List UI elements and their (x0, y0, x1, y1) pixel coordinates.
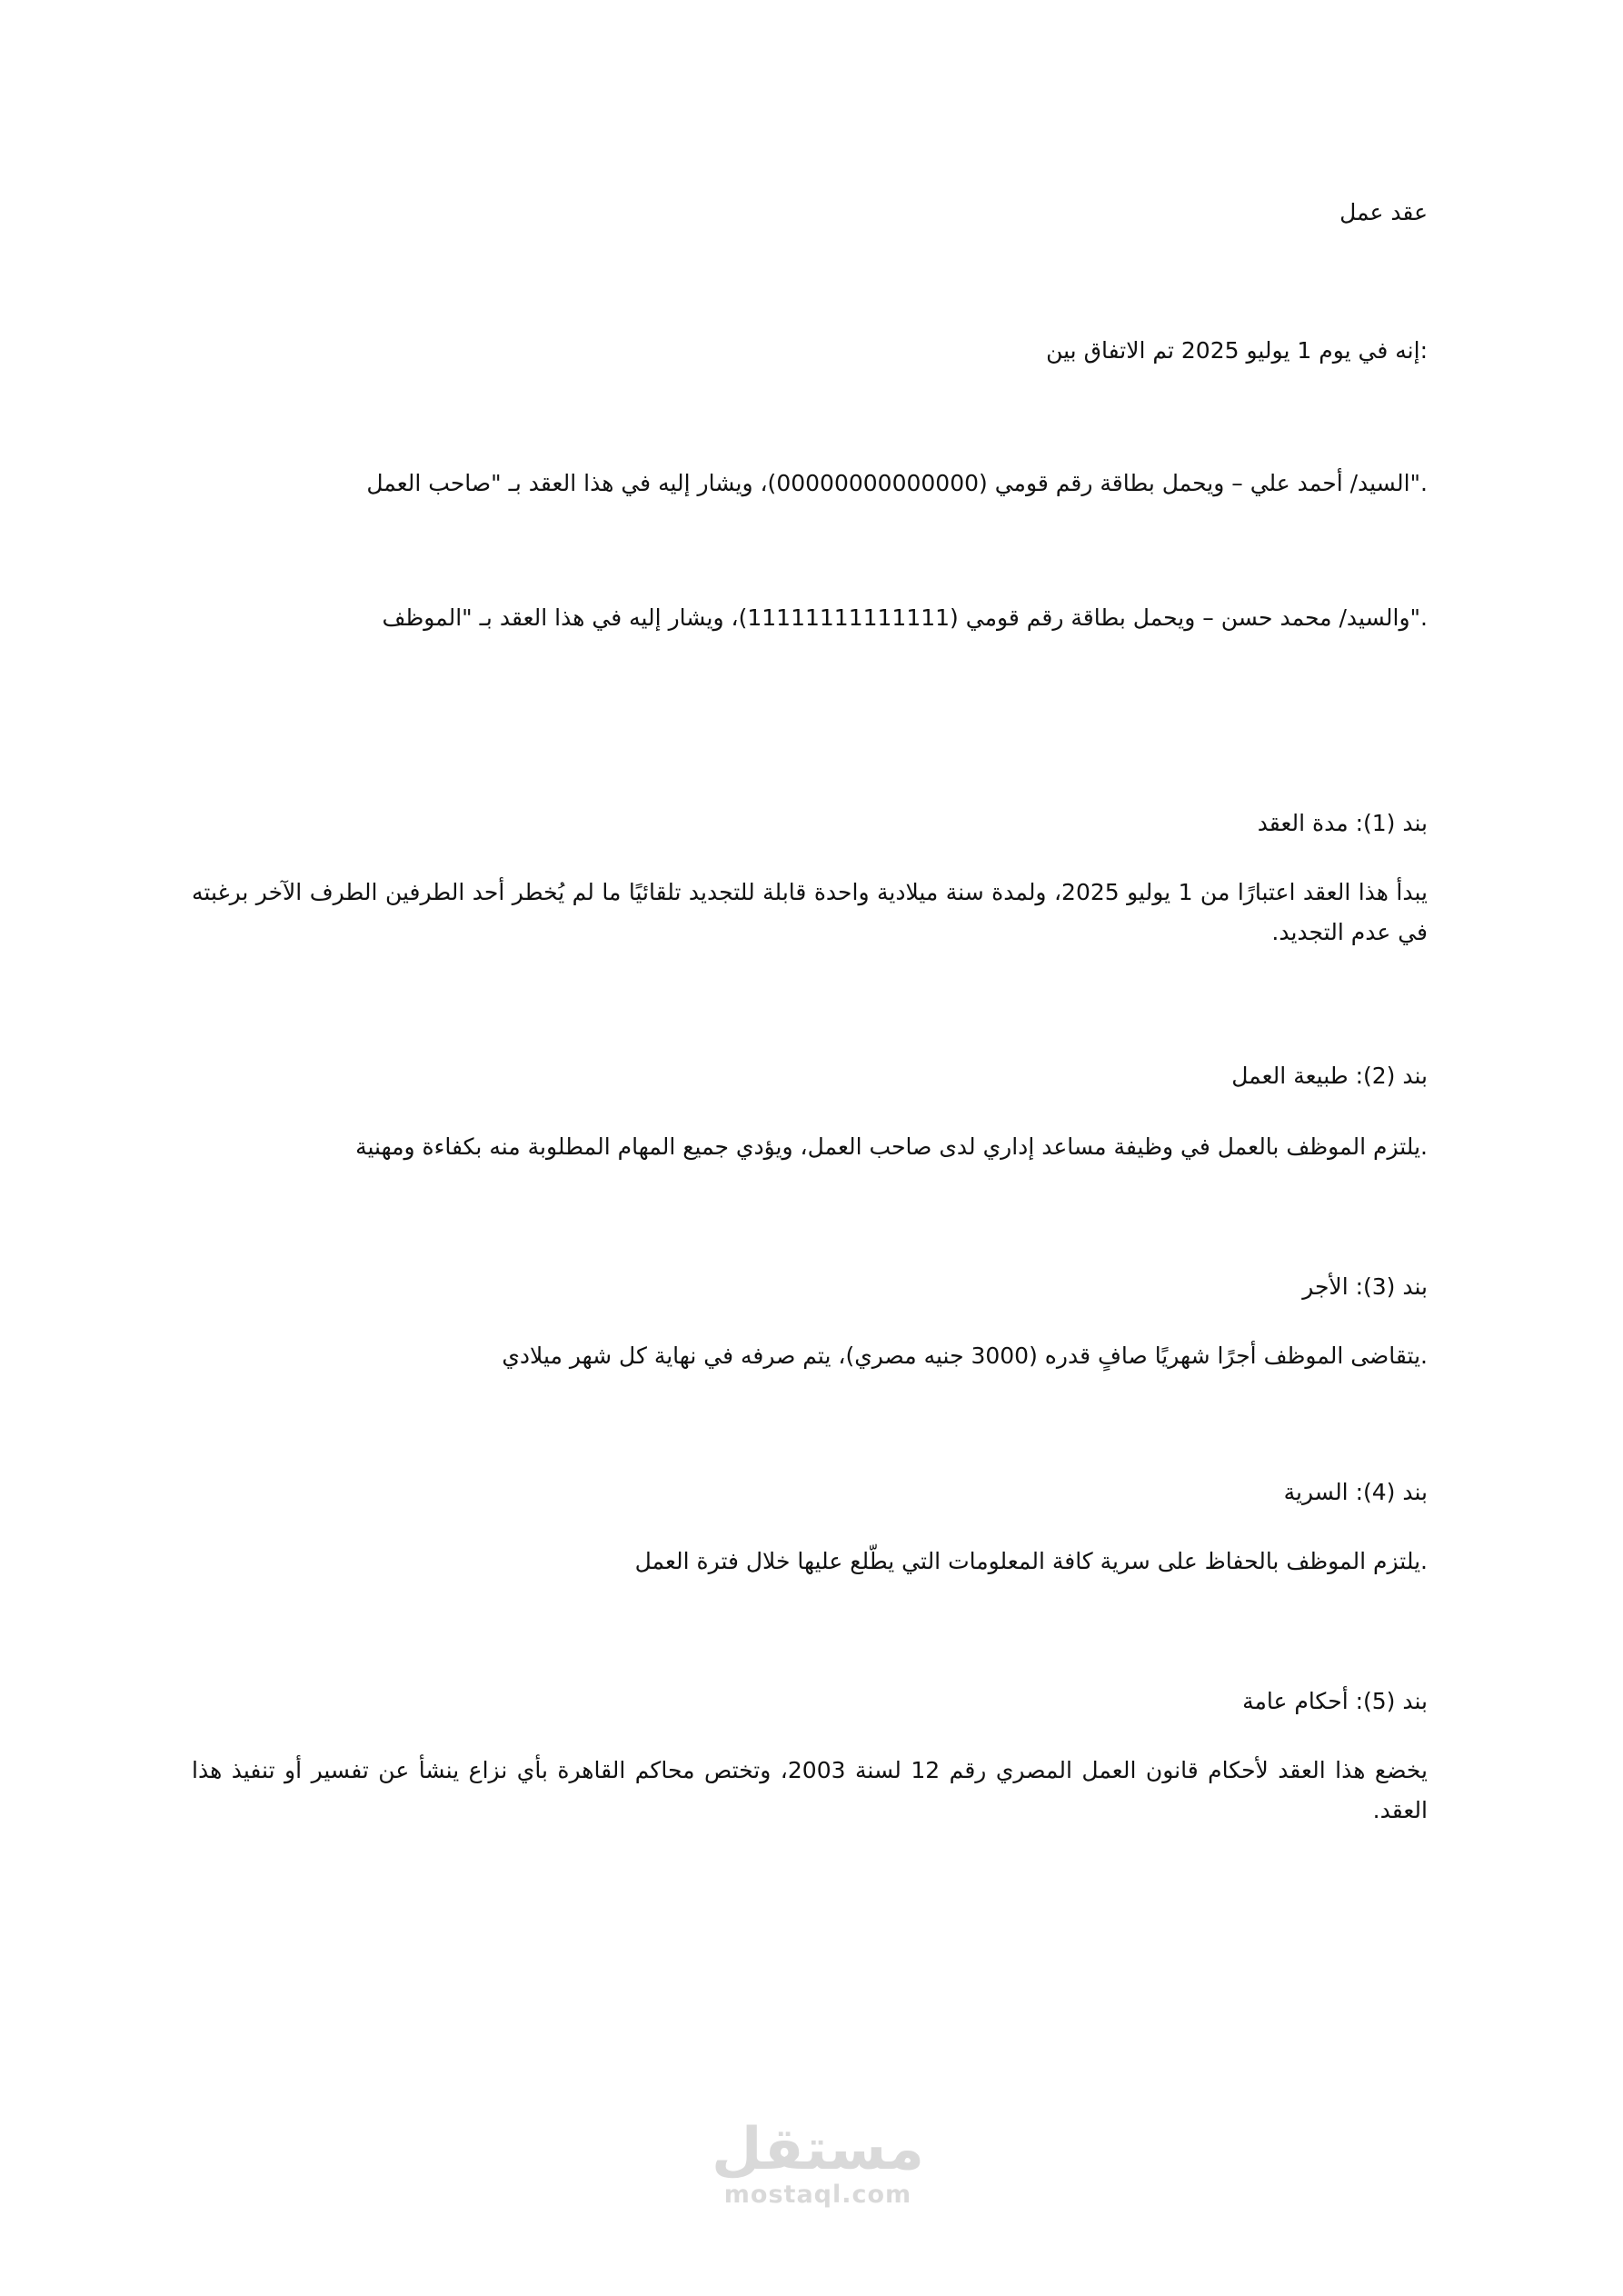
clause-5-body: يخضع هذا العقد لأحكام قانون العمل المصري رقم 12 لسنة 2003، وتختص محاكم القاهرة بأي نزاع ينشأ عن تفسير أو تنفيذ هذا العقد. (192, 1757, 1428, 1823)
clause-2-heading: بند (2): طبيعة العمل (1231, 1063, 1428, 1089)
clause-4-heading: بند (4): السرية (1283, 1479, 1428, 1505)
clause-1-heading: بند (1): مدة العقد (1257, 810, 1428, 836)
clause-5-heading: بند (5): أحكام عامة (1242, 1688, 1428, 1714)
watermark-url: mostaql.com (723, 2181, 912, 2209)
clause-3-body: .يتقاضى الموظف أجرًا شهريًا صافٍ قدره (3000 جنيه مصري)، يتم صرفه في نهاية كل شهر ميلادي (502, 1343, 1428, 1369)
clause-2-body: .يلتزم الموظف بالعمل في وظيفة مساعد إداري لدى صاحب العمل، ويؤدي جميع المهام المطلوبة منه بكفاءة ومهنية (355, 1133, 1428, 1160)
document-title: عقد عمل (1339, 199, 1428, 225)
party-employee: ."والسيد/ محمد حسن – ويحمل بطاقة رقم قومي (11111111111111)، ويشار إليه في هذا العقد بـ "الموظف (382, 604, 1428, 631)
clause-1-body: يبدأ هذا العقد اعتبارًا من 1 يوليو 2025، ولمدة سنة ميلادية واحدة قابلة للتجديد تلقائيًا ما لم يُخطر أحد الطرفين الطرف الآخر برغبته في عدم التجديد. (192, 879, 1429, 945)
clause-4-body: .يلتزم الموظف بالحفاظ على سرية كافة المعلومات التي يطّلع عليها خلال فترة العمل (634, 1548, 1428, 1574)
mostaql-watermark (709, 2118, 927, 2209)
intro-line: :إنه في يوم 1 يوليو 2025 تم الاتفاق بين (1046, 337, 1428, 364)
clause-3-heading: بند (3): الأجر (1302, 1273, 1428, 1300)
party-employer: ."السيد/ أحمد علي – ويحمل بطاقة رقم قومي (00000000000000)، ويشار إليه في هذا العقد بـ "صاحب العمل (366, 470, 1428, 496)
watermark-logo: مستقل (711, 2116, 925, 2183)
